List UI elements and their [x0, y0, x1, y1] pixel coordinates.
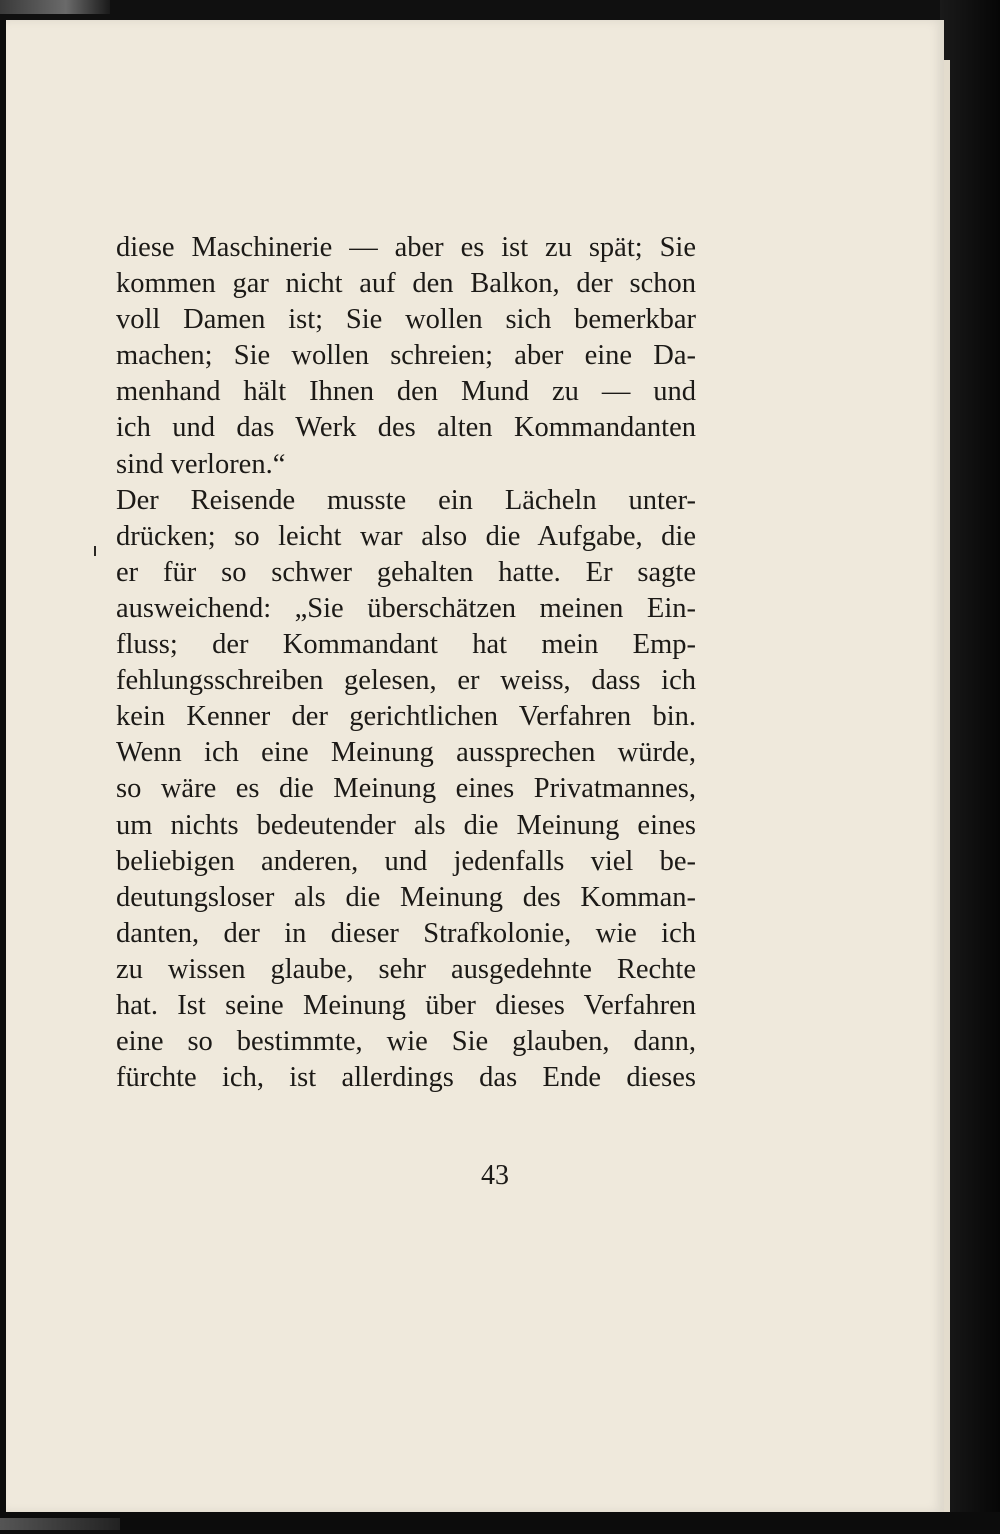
margin-mark: [94, 546, 96, 556]
text-line: zu wissen glaube, sehr ausgedehnte Rechte: [116, 953, 696, 985]
text-line: fluss; der Kommandant hat mein Emp-: [116, 629, 696, 661]
paper-page: [6, 20, 944, 1512]
scan-background-top: [0, 0, 1000, 20]
text-line: kommen gar nicht auf den Balkon, der schon: [116, 268, 696, 300]
text-line: voll Damen ist; Sie wollen sich bemerkbar: [116, 304, 696, 336]
text-line: er für so schwer gehalten hatte. Er sagte: [116, 556, 696, 588]
text-line: sind verloren.“: [116, 448, 286, 480]
text-line: um nichts bedeutender als die Meinung eines: [116, 809, 696, 841]
body-text: [116, 230, 696, 1096]
bottom-corner: [0, 1518, 120, 1530]
text-line: hat. Ist seine Meinung über dieses Verfahren: [116, 989, 696, 1021]
corner-tab: [0, 0, 110, 14]
text-line: ausweichend: „Sie überschätzen meinen Ein-: [116, 592, 696, 624]
text-line: drücken; so leicht war also die Aufgabe, die: [116, 520, 696, 552]
text-line: machen; Sie wollen schreien; aber eine Da-: [116, 340, 696, 372]
text-line: fürchte ich, ist allerdings das Ende dieses: [116, 1062, 696, 1094]
text-line: deutungsloser als die Meinung des Komman-: [116, 881, 696, 913]
page-edge: [944, 60, 950, 1520]
text-line: eine so bestimmte, wie Sie glauben, dann,: [116, 1026, 696, 1058]
text-line: fehlungsschreiben gelesen, er weiss, dass ich: [116, 665, 696, 697]
text-line: danten, der in dieser Strafkolonie, wie ich: [116, 917, 696, 949]
text-line: beliebigen anderen, und jedenfalls viel be-: [116, 845, 696, 877]
text-line: diese Maschinerie — aber es ist zu spät; Sie: [116, 232, 696, 263]
text-line: Wenn ich eine Meinung aussprechen würde,: [116, 737, 696, 769]
text-line: menhand hält Ihnen den Mund zu — und: [116, 376, 696, 408]
text-line: Der Reisende musste ein Lächeln unter-: [116, 484, 696, 516]
text-line: so wäre es die Meinung eines Privatmannes,: [116, 773, 696, 805]
text-line: kein Kenner der gerichtlichen Verfahren bin.: [116, 701, 696, 733]
page-number: 43: [481, 1160, 509, 1191]
text-line: ich und das Werk des alten Kommandanten: [116, 412, 696, 444]
scan-background-bottom: [0, 1512, 1000, 1534]
